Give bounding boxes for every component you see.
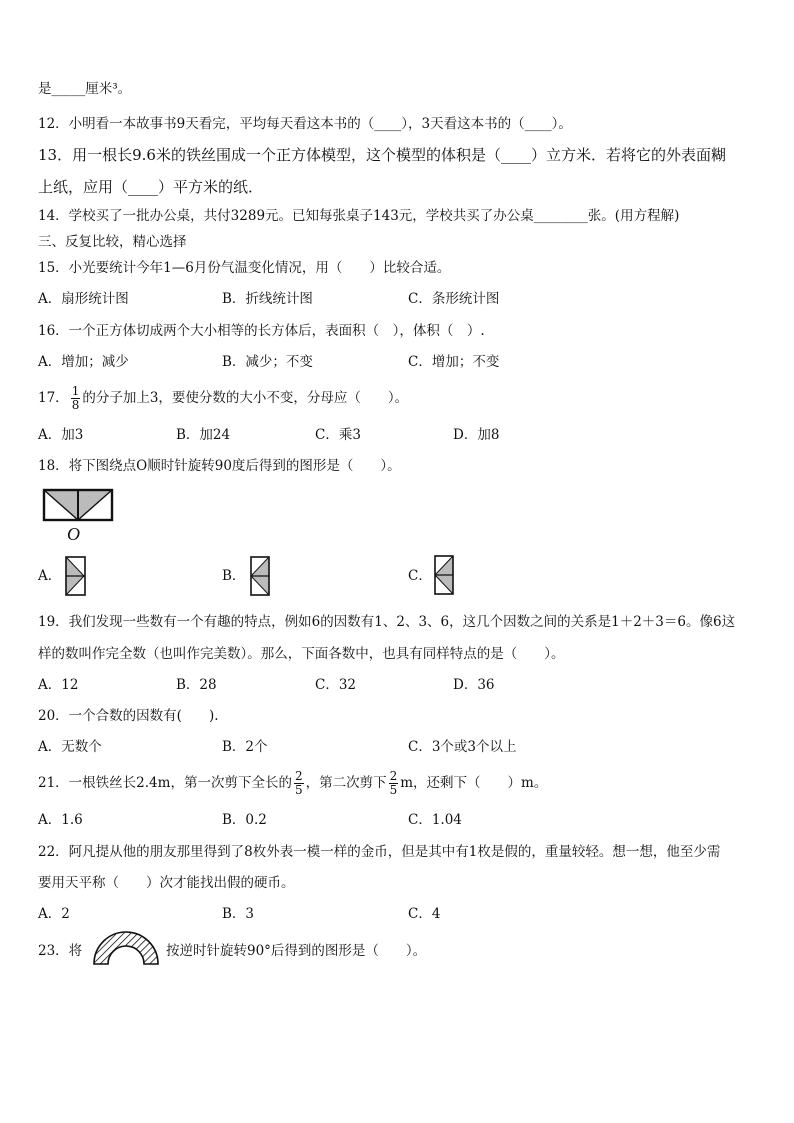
q17-number: 17． (38, 390, 69, 406)
q21-fraction-2-denominator: 5 (389, 783, 398, 797)
q19-option-c: C．32 (315, 677, 357, 693)
q21-fraction-2-numerator: 2 (389, 769, 398, 783)
q20-option-a: A．无数个 (38, 739, 102, 755)
q21-option-b: B．0.2 (222, 812, 267, 828)
q15-option-c: C．条形统计图 (408, 291, 500, 307)
q18-option-a: A． (38, 568, 62, 584)
q21-fraction-2 (389, 770, 399, 797)
q18-option-a-figure (64, 555, 88, 597)
q22-option-b: B．3 (222, 906, 255, 922)
q21-part1: 21．一根铁丝长2.4m，第一次剪下全长的 (38, 775, 292, 791)
q17-option-a: A．加3 (38, 427, 84, 443)
q21-fraction-1-numerator: 2 (294, 769, 303, 783)
q21-part3: m，还剩下（ ）m。 (400, 775, 548, 791)
q21-part2: ，第二次剪下 (305, 775, 387, 791)
q23-hatched-arch (94, 932, 158, 964)
q23-prefix: 23．将 (38, 943, 83, 959)
q20-option-b: B．2个 (222, 739, 268, 755)
q16-option-c: C．增加；不变 (408, 354, 500, 370)
section-3-heading: 三、反复比较，精心选择 (38, 234, 187, 250)
q18-option-c: C． (408, 568, 432, 584)
q17-option-c: C．乘3 (315, 427, 361, 443)
q17-option-b: B．加24 (176, 427, 231, 443)
q13-line1: 13．用一根长9.6米的铁丝围成一个正方体模型，这个模型的体积是（____）立方米．若将它的外表面糊 (38, 146, 726, 164)
q12-text: 12．小明看一本故事书9天看完，平均每天看这本书的（____），3天看这本书的（____）。 (38, 116, 572, 132)
q13-line2: 上纸，应用（____）平方米的纸． (38, 178, 264, 196)
q16-stem: 16．一个正方体切成两个大小相等的长方体后，表面积（ ），体积（ ）. (38, 323, 485, 339)
q15-option-a: A．扇形统计图 (38, 291, 129, 307)
q19-line1: 19．我们发现一些数有一个有趣的特点，例如6的因数有1、2、3、6，这几个因数之间的关系是1＋2＋3＝6。像6这 (38, 614, 736, 630)
q21-stem (38, 765, 547, 801)
q18-point-o-label: O (67, 524, 80, 544)
q21-fraction-1-denominator: 5 (294, 783, 303, 797)
q19-option-b: B．28 (176, 677, 217, 693)
q19-line2: 样的数叫作完全数（也叫作完美数）。那么，下面各数中，也具有同样特点的是（ ）。 (38, 646, 565, 662)
q19-option-d: D．36 (453, 677, 495, 693)
q22-option-a: A．2 (38, 906, 70, 922)
q18-option-b-figure (248, 555, 272, 597)
q14-text: 14．学校买了一批办公桌，共付3289元。已知每张桌子143元，学校共买了办公桌________张。(用方程解) (38, 208, 680, 224)
q17-stem-rest: 的分子加上3，要使分数的大小不变，分母应（ ）。 (82, 390, 409, 406)
q21-option-c: C．1.04 (408, 812, 462, 828)
q20-stem: 20．一个合数的因数有( ). (38, 708, 219, 724)
q18-stem: 18．将下图绕点O顺时针旋转90度后得到的图形是（ ）。 (38, 458, 401, 474)
q23-arch-figure (90, 924, 162, 968)
q20-option-c: C．3个或3个以上 (408, 739, 517, 755)
q19-option-a: A．12 (38, 677, 79, 693)
q21-fraction-1 (294, 770, 304, 797)
q15-option-b: B．折线统计图 (222, 291, 313, 307)
q16-option-a: A．增加；减少 (38, 354, 129, 370)
q15-stem: 15．小光要统计今年1—6月份气温变化情况，用（ ）比较合适。 (38, 260, 451, 276)
q11-tail: 是_____厘米³。 (38, 81, 132, 97)
q17-fraction-numerator: 1 (71, 384, 80, 398)
q17-fraction-denominator: 8 (71, 398, 80, 412)
q22-line1: 22．阿凡提从他的朋友那里得到了8枚外表一模一样的金币，但是其中有1枚是假的，重量较轻。想一想，他至少需 (38, 844, 721, 860)
q22-line2: 要用天平称（ ）次才能找出假的硬币。 (38, 875, 295, 891)
q22-option-c: C．4 (408, 906, 441, 922)
q17-option-d: D．加8 (453, 427, 500, 443)
q21-option-a: A．1.6 (38, 812, 83, 828)
q18-figure (40, 486, 118, 544)
q18-option-c-figure (432, 553, 456, 597)
q17-fraction (71, 385, 81, 412)
q17-stem (38, 380, 408, 416)
q16-option-b: B．减少；不变 (222, 354, 313, 370)
q18-option-b: B． (222, 568, 246, 584)
q23-suffix: 按逆时针旋转90°后得到的图形是（ ）。 (166, 943, 427, 959)
